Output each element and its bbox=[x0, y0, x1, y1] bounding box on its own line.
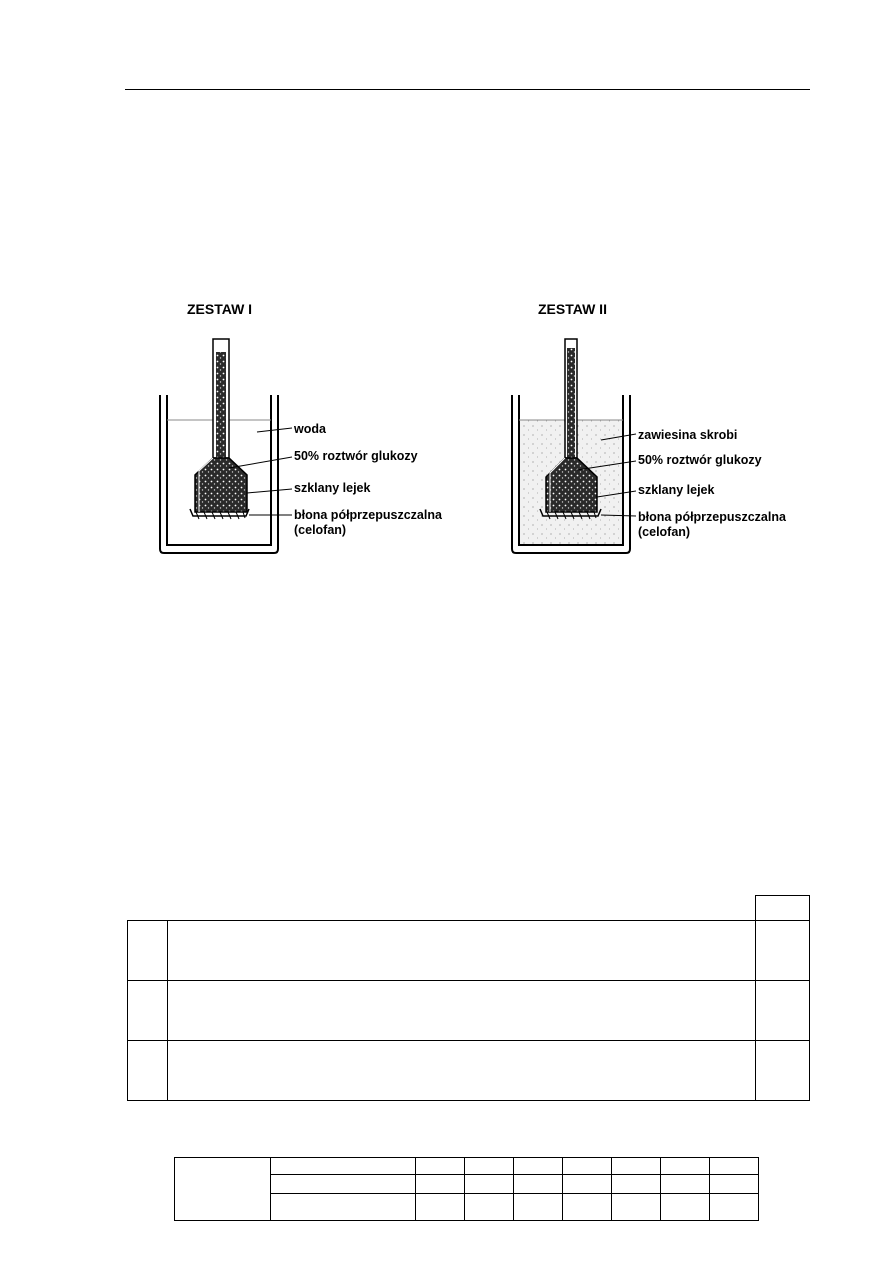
set1-label-membrane-note: (celofan) bbox=[294, 523, 347, 537]
score-cell[interactable] bbox=[612, 1158, 661, 1175]
score-cell[interactable] bbox=[416, 1158, 465, 1175]
score-cell[interactable] bbox=[661, 1194, 710, 1221]
score-cell[interactable] bbox=[612, 1194, 661, 1221]
score-cell[interactable] bbox=[661, 1158, 710, 1175]
score-cell[interactable] bbox=[465, 1158, 514, 1175]
answer-row-number bbox=[128, 1041, 168, 1101]
set2-label-funnel: szklany lejek bbox=[638, 483, 715, 497]
answer-row-mark[interactable] bbox=[756, 921, 810, 981]
set1-label-membrane: błona półprzepuszczalna bbox=[294, 508, 442, 522]
score-row-label bbox=[271, 1194, 416, 1221]
score-cell[interactable] bbox=[514, 1158, 563, 1175]
score-row-label bbox=[271, 1175, 416, 1194]
score-cell[interactable] bbox=[710, 1194, 759, 1221]
score-cell[interactable] bbox=[465, 1194, 514, 1221]
score-cell[interactable] bbox=[416, 1175, 465, 1194]
answer-table bbox=[127, 895, 810, 1101]
score-cell[interactable] bbox=[514, 1194, 563, 1221]
set2-label-glucose: 50% roztwór glukozy bbox=[638, 453, 762, 467]
answer-row bbox=[128, 1041, 810, 1101]
set2-label-membrane: błona półprzepuszczalna bbox=[638, 510, 786, 524]
answer-row-text[interactable] bbox=[168, 921, 756, 981]
answer-row-mark[interactable] bbox=[756, 1041, 810, 1101]
answer-row bbox=[128, 981, 810, 1041]
answer-row bbox=[128, 921, 810, 981]
answer-row-text[interactable] bbox=[168, 1041, 756, 1101]
score-cell[interactable] bbox=[514, 1175, 563, 1194]
set1-label-water: woda bbox=[294, 422, 326, 436]
score-cell[interactable] bbox=[465, 1175, 514, 1194]
answer-row-number bbox=[128, 981, 168, 1041]
set1-funnel bbox=[195, 339, 247, 512]
score-cell[interactable] bbox=[563, 1158, 612, 1175]
score-row-header bbox=[175, 1158, 271, 1221]
set1-label-funnel: szklany lejek bbox=[294, 481, 371, 495]
answer-header-cell bbox=[756, 896, 810, 921]
set2-label-starch: zawiesina skrobi bbox=[638, 428, 738, 442]
score-table bbox=[174, 1157, 759, 1221]
answer-row-mark[interactable] bbox=[756, 981, 810, 1041]
score-cell[interactable] bbox=[563, 1194, 612, 1221]
score-cell[interactable] bbox=[612, 1175, 661, 1194]
score-cell[interactable] bbox=[710, 1158, 759, 1175]
set1-title: ZESTAW I bbox=[187, 301, 253, 317]
score-row bbox=[175, 1158, 759, 1175]
answer-row-number bbox=[128, 921, 168, 981]
set2-label-membrane-note: (celofan) bbox=[638, 525, 691, 539]
score-cell[interactable] bbox=[661, 1175, 710, 1194]
score-cell[interactable] bbox=[416, 1194, 465, 1221]
answer-row-text[interactable] bbox=[168, 981, 756, 1041]
score-cell[interactable] bbox=[563, 1175, 612, 1194]
set1-label-glucose: 50% roztwór glukozy bbox=[294, 449, 418, 463]
score-row-label bbox=[271, 1158, 416, 1175]
score-cell[interactable] bbox=[710, 1175, 759, 1194]
set2-title: ZESTAW II bbox=[538, 301, 607, 317]
